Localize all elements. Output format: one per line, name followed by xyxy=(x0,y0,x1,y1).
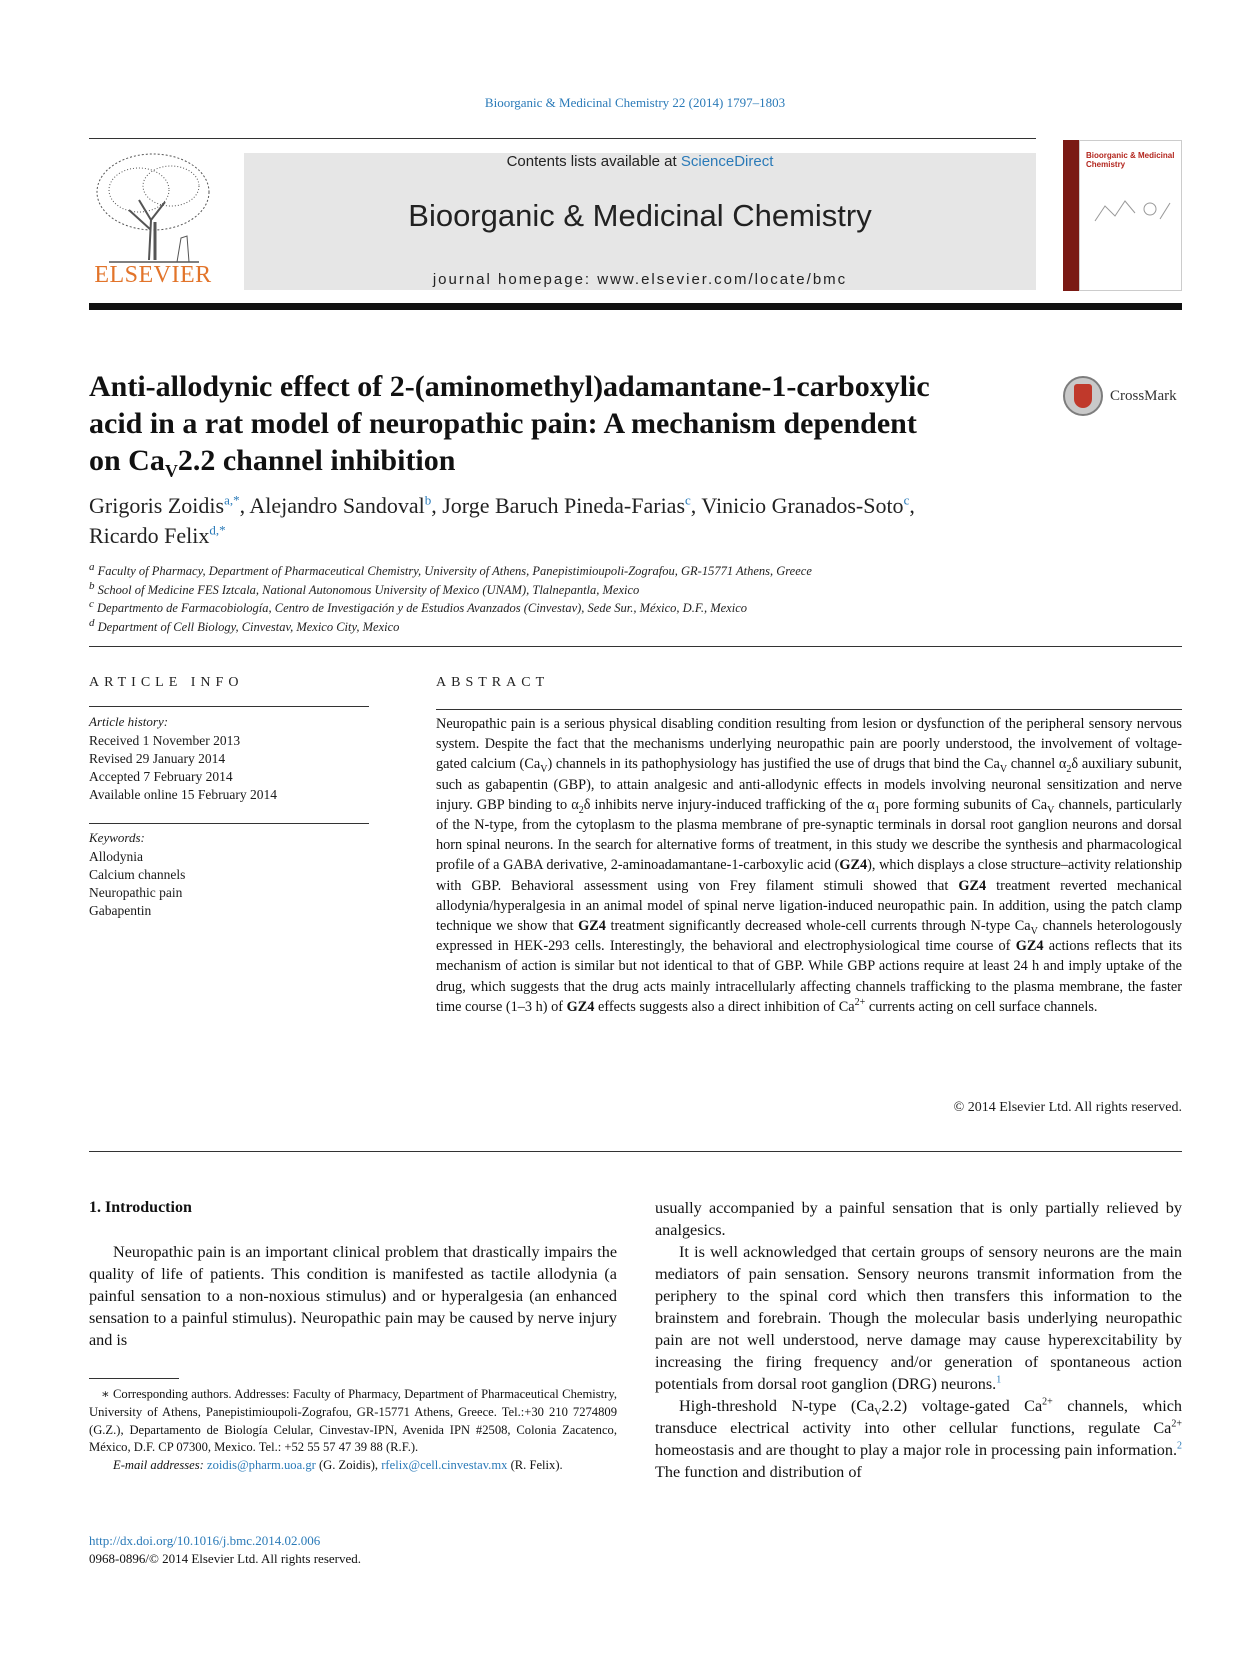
author-name: Grigoris Zoidis xyxy=(89,493,225,518)
paragraph-text: It is well acknowledged that certain groups of sensory neurons are the main mediators of pain sensation. Sensory neurons transmit information from the periphery to the spinal cord which then transfers this information to the brainstem and forebrain. Though the molecular basis underlying neuropathic pain are not well understood, nerve damage may cause hyperexcitability by increasing the firing frequency and/or generation of spontaneous action potentials from dorsal root ganglion (DRG) neurons. xyxy=(655,1243,1182,1393)
author-separator: , xyxy=(239,493,250,518)
paper-title xyxy=(89,368,1029,479)
article-info-heading: ARTICLE INFO xyxy=(89,675,244,690)
affiliation-list xyxy=(89,562,1182,636)
email-link[interactable]: rfelix@cell.cinvestav.mx xyxy=(381,1458,508,1473)
abstract-span: treatment reverted mechanical allodynia/hyperalgesia in an animal model of spinal nerve ligation-induced neuropathic pain. In addition, using the patch clamp technique we show that xyxy=(436,877,1183,935)
email-link[interactable]: zoidis@pharm.uoa.gr xyxy=(206,1458,316,1473)
author-name: Vinicio Granados-Soto xyxy=(701,493,904,518)
affiliation-key: d xyxy=(89,616,95,629)
journal-homepage-link[interactable]: journal homepage: www.elsevier.com/locate/bmc xyxy=(432,271,848,288)
paragraph-text: channels, which transduce electrical activity into other cellular functions, regulate Ca xyxy=(655,1397,1182,1437)
author-name: Alejandro Sandoval xyxy=(249,493,425,518)
affiliation-key: c xyxy=(89,597,94,610)
reference-link[interactable]: 2 xyxy=(1177,1440,1182,1452)
keyword: Allodynia xyxy=(89,849,143,864)
subscript: V xyxy=(1047,804,1055,816)
abstract-span: channels, particularly of the N-type, from the cytoplasm to the plasma membrane of pre-synaptic terminals in dorsal root ganglion neurons and dorsal horn spinal neurons. In the search for alternative forms of treatment, in this study we describe the synthesis and pharmacological profile of a GABA derivative, 2-aminoadamantane-1-carboxylic acid ( xyxy=(436,796,1183,874)
footnote-rule xyxy=(89,1378,179,1379)
keyword: Gabapentin xyxy=(89,903,152,918)
history-item: Received 1 November 2013 xyxy=(89,733,241,748)
email-owner: (R. Felix). xyxy=(507,1458,563,1473)
email-owner: (G. Zoidis), xyxy=(315,1458,382,1473)
footnote-text: ∗ Corresponding authors. Addresses: Faculty of Pharmacy, Department of Pharmaceutical Chemistry, University of Athens, Panepistimioupoli-Zografou, GR-15771 Athens, Greece. Tel.:+30 210 7274809 (G.Z.), Departamento de Biología Celular, Cinvestav-IPN, Avenida IPN #2508, Colonia Zacatenco, México, D.F. CP 07300, Mexico. Tel.: +52 55 57 47 39 88 (R.F.). xyxy=(89,1387,617,1455)
paragraph-text: 2.2) voltage-gated Ca xyxy=(881,1397,1043,1415)
doi-link[interactable]: http://dx.doi.org/10.1016/j.bmc.2014.02.006 xyxy=(89,1533,321,1548)
title-subscript: V xyxy=(164,461,178,481)
crossmark-label: CrossMark xyxy=(1110,388,1177,404)
compound-name: GZ4 xyxy=(839,857,868,874)
journal-cover[interactable] xyxy=(1063,140,1182,291)
elsevier-logo[interactable] xyxy=(89,150,217,292)
author-affiliation-mark[interactable]: b xyxy=(424,492,432,508)
author-separator: , xyxy=(909,493,915,518)
superscript: 2+ xyxy=(854,997,866,1009)
subscript: 1 xyxy=(874,804,880,816)
subscript: 2 xyxy=(1066,764,1072,776)
article-info-rule xyxy=(89,706,369,707)
contents-prefix: Contents lists available at xyxy=(506,153,681,170)
affiliation-rule xyxy=(89,646,1182,647)
body-column-left xyxy=(89,1197,617,1351)
history-label: Article history: xyxy=(89,714,169,729)
paragraph xyxy=(655,1395,1182,1483)
subscript: V xyxy=(874,1407,882,1419)
keywords-list xyxy=(89,848,185,920)
contents-line xyxy=(244,153,1036,170)
author-affiliation-mark[interactable]: c xyxy=(903,492,910,508)
footnote xyxy=(89,1386,617,1475)
title-line-1: Anti-allodynic effect of 2-(aminomethyl)adamantane-1-carboxylic xyxy=(89,370,930,403)
journal-citation[interactable]: Bioorganic & Medicinal Chemistry 22 (2014) 1797–1803 xyxy=(484,95,786,110)
abstract-span: actions reflects that its mechanism of action is similar but not identical to that of GBP. While GBP actions require at least 24 h and imply uptake of the drug, which suggests that the drug acts mainly intracellularly affecting channels trafficking to the plasma membrane, the faster time course (1–3 h) of xyxy=(436,938,1183,1015)
journal-banner xyxy=(244,153,1036,290)
author-list xyxy=(89,491,1182,551)
history-list xyxy=(89,732,277,804)
abstract-heading: ABSTRACT xyxy=(436,675,550,690)
superscript: 2+ xyxy=(1171,1418,1182,1430)
abstract-span: δ auxiliary subunit, such as gabapentin (GBP), to attain analgesic and anti-allodynic effects in models involving neuronal sensitization and nerve injury. GBP binding to α xyxy=(436,756,1182,813)
author-affiliation-mark[interactable]: a,* xyxy=(224,492,240,508)
author-separator: , xyxy=(690,493,702,518)
author xyxy=(701,493,914,518)
abstract-text xyxy=(436,714,1182,1017)
subscript: V xyxy=(999,764,1008,776)
compound-name: GZ4 xyxy=(578,918,606,935)
author xyxy=(249,493,442,518)
abstract-span: treatment significantly decreased whole-cell currents through N-type Ca xyxy=(605,918,1031,935)
sciencedirect-link[interactable]: ScienceDirect xyxy=(680,153,774,170)
journal-title: Bioorganic & Medicinal Chemistry xyxy=(408,198,872,233)
body-rule xyxy=(89,1151,1182,1152)
keywords-rule xyxy=(89,823,369,824)
affiliation xyxy=(89,581,1182,600)
affiliation xyxy=(89,562,1182,581)
title-line-3 xyxy=(89,442,1029,479)
header-thick-rule xyxy=(89,303,1182,310)
paragraph-text: homeostasis and are thought to play a major role in processing pain information. xyxy=(655,1441,1177,1459)
subscript: V xyxy=(540,764,548,776)
keyword: Calcium channels xyxy=(89,867,186,882)
affiliation-text: Faculty of Pharmacy, Department of Pharmaceutical Chemistry, University of Athens, Panepistimioupoli-Zografou, GR-15771 Athens, Greece xyxy=(97,564,812,578)
abstract-span: effects suggests also a direct inhibition of Ca xyxy=(594,998,855,1015)
abstract-span: pore forming subunits of Ca xyxy=(879,796,1048,813)
author-name: Jorge Baruch Pineda-Farias xyxy=(442,493,686,518)
email-label: E-mail addresses: xyxy=(113,1458,207,1473)
keyword: Neuropathic pain xyxy=(89,885,183,900)
affiliation-key: a xyxy=(89,560,95,573)
author xyxy=(89,523,226,548)
author-affiliation-mark[interactable]: d,* xyxy=(209,522,226,538)
abstract-span: Neuropathic pain is a serious physical disabling condition resulting from lesion or dysfunction of the peripheral sensory nervous system. Despite the fact that the mechanisms underlying neuropathic pain are poorly understood, the involvement of voltage-gated calcium (Ca xyxy=(436,716,1182,773)
paragraph-text: High-threshold N-type (Ca xyxy=(679,1397,875,1415)
author xyxy=(89,493,249,518)
superscript: 2+ xyxy=(1042,1396,1053,1408)
abstract-span: δ inhibits nerve injury-induced trafficking of the α xyxy=(583,796,875,813)
affiliation-text: School of Medicine FES Iztcala, National Autonomous University of Mexico (UNAM), Tlalnepantla, Mexico xyxy=(97,582,640,597)
history-item: Accepted 7 February 2014 xyxy=(89,769,233,784)
header-rule xyxy=(89,138,1036,139)
abstract-span: ), which displays a close structure–activity relationship with GBP. Behavioral assessment using von Frey filament stimuli showed that xyxy=(436,857,1183,894)
keywords-label: Keywords: xyxy=(89,830,145,845)
author xyxy=(442,493,701,518)
abstract-span: ) channels in its pathophysiology has justified the use of drugs that bind the Ca xyxy=(547,756,1000,773)
section-heading: 1. Introduction xyxy=(89,1199,192,1216)
paragraph: Neuropathic pain is an important clinical problem that drastically impairs the quality of life of patients. This condition is manifested as tactile allodynia (a painful sensation to a non-noxious stimulus) and or hyperalgesia (an enhanced sensation to a painful stimulus). Neuropathic pain may be caused by nerve injury and is xyxy=(89,1243,617,1349)
cover-page xyxy=(1079,140,1182,291)
author-affiliation-mark[interactable]: c xyxy=(685,492,691,508)
abstract-copyright: © 2014 Elsevier Ltd. All rights reserved. xyxy=(953,1100,1182,1115)
affiliation-key: b xyxy=(89,579,95,592)
compound-name: GZ4 xyxy=(1015,938,1044,955)
abstract-span: currents acting on cell surface channels. xyxy=(865,998,1098,1015)
publisher-name: ELSEVIER xyxy=(94,262,212,288)
subscript: V xyxy=(1030,925,1038,937)
author-separator: , xyxy=(431,493,443,518)
history-item: Revised 29 January 2014 xyxy=(89,751,226,766)
compound-name: GZ4 xyxy=(958,877,987,894)
tree-icon xyxy=(89,150,217,265)
abstract-rule xyxy=(436,709,1182,710)
body-column-right xyxy=(655,1197,1182,1483)
subscript: 2 xyxy=(578,804,584,816)
title-line-3-post: 2.2 channel inhibition xyxy=(177,444,456,477)
paragraph xyxy=(655,1241,1182,1395)
bookmark-icon xyxy=(1074,384,1092,408)
crossmark-icon xyxy=(1063,376,1103,416)
cover-title: Bioorganic & Medicinal Chemistry xyxy=(1086,151,1175,169)
cover-graphic-icon xyxy=(1090,191,1174,231)
abstract-span: channels heterologously expressed in HEK-293 cells. Interestingly, the behavioral and electrophysiological time course of xyxy=(436,918,1182,955)
paragraph-text: The function and distribution of xyxy=(655,1463,862,1481)
affiliation xyxy=(89,618,1182,637)
affiliation-text: Department of Cell Biology, Cinvestav, Mexico City, Mexico xyxy=(97,619,400,634)
footnote-emails xyxy=(89,1457,617,1475)
history-item: Available online 15 February 2014 xyxy=(89,787,277,802)
paragraph: usually accompanied by a painful sensation that is only partially relieved by analgesics. xyxy=(655,1199,1182,1239)
reference-link[interactable]: 1 xyxy=(996,1374,1002,1386)
affiliation-text: Departmento de Farmacobiología, Centro de Investigación y de Estudios Avanzados (Cinvestav), Sede Sur., México, D.F., Mexico xyxy=(97,601,747,615)
issn-line: 0968-0896/© 2014 Elsevier Ltd. All rights reserved. xyxy=(89,1551,361,1566)
abstract-span: channel α xyxy=(1007,756,1067,773)
title-line-3-pre: on Ca xyxy=(89,444,165,477)
crossmark-badge[interactable] xyxy=(1063,376,1188,418)
compound-name: GZ4 xyxy=(566,998,595,1015)
affiliation xyxy=(89,599,1182,618)
title-line-2: acid in a rat model of neuropathic pain: A mechanism dependent xyxy=(89,407,917,440)
author-name: Ricardo Felix xyxy=(89,523,210,548)
